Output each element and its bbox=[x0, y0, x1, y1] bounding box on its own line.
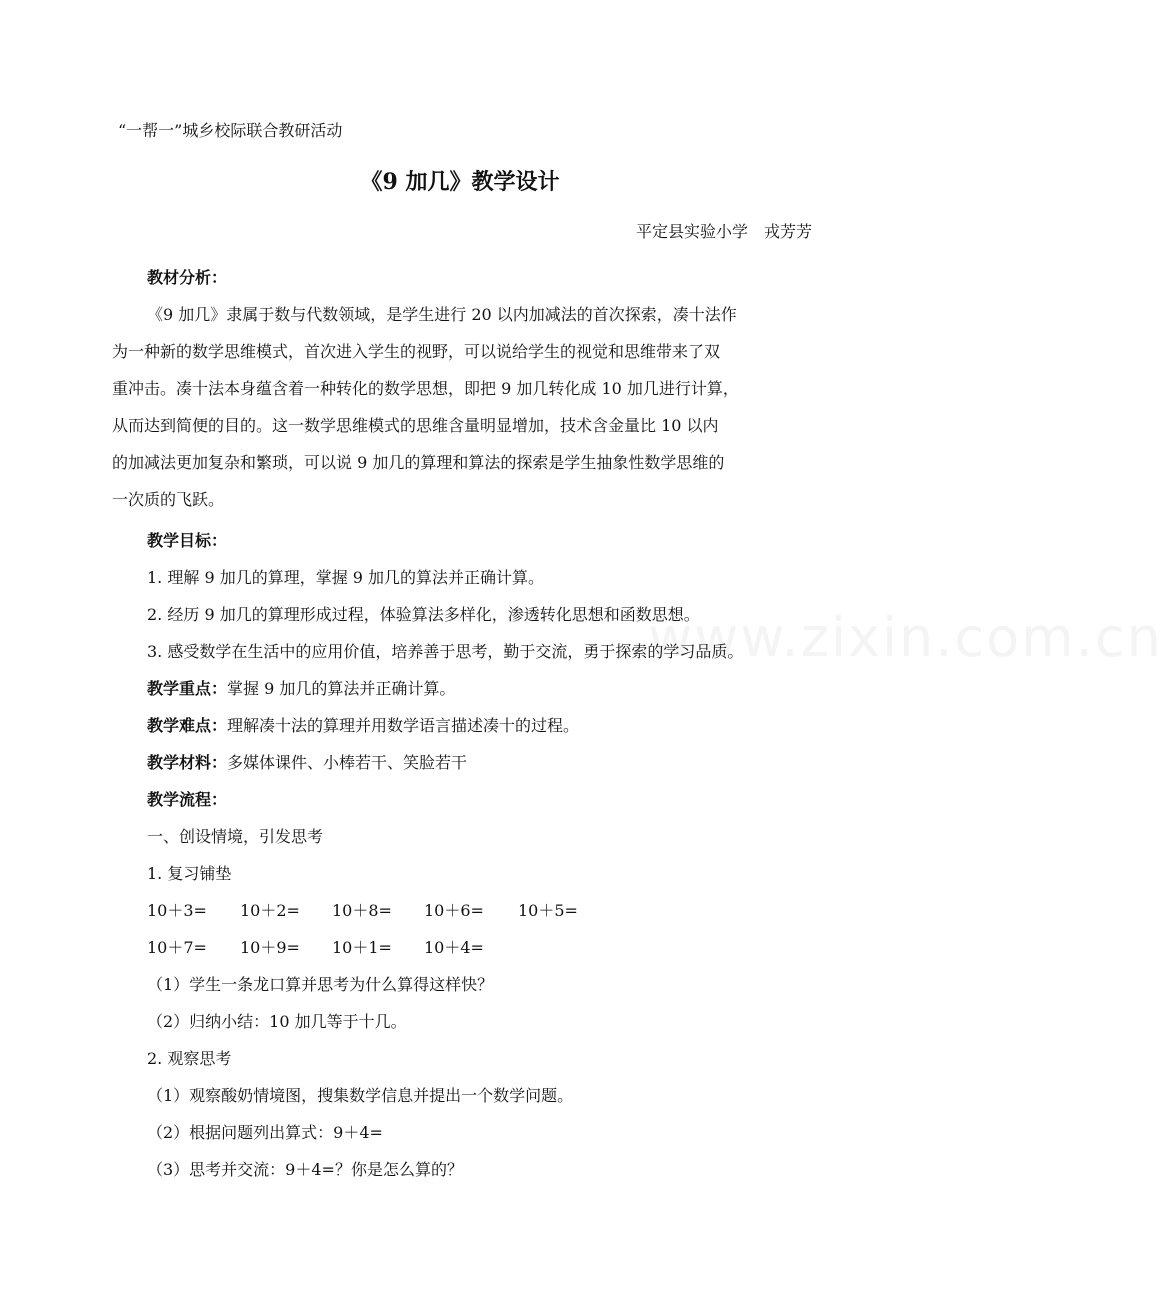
equation: 10＋3= bbox=[147, 901, 207, 920]
key-point-text: 掌握 9 加几的算法并正确计算。 bbox=[227, 679, 456, 698]
objective-item-1: 1. 理解 9 加几的算理，掌握 9 加几的算法并正确计算。 bbox=[147, 568, 545, 587]
observe-item-1: （1）观察酸奶情境图，搜集数学信息并提出一个数学问题。 bbox=[147, 1086, 574, 1105]
difficulty-text: 理解凑十法的算理并用数学语言描述凑十的过程。 bbox=[227, 716, 580, 735]
observe-heading: 2. 观察思考 bbox=[147, 1049, 232, 1068]
equation: 10＋2= bbox=[240, 901, 300, 920]
author-line: 平定县实验小学 戎芳芳 bbox=[635, 222, 812, 241]
materials-line bbox=[147, 752, 467, 774]
observe-item-3: （3）思考并交流：9＋4=？你是怎么算的？ bbox=[147, 1160, 463, 1179]
document-title: 《9 加几》教学设计 bbox=[360, 169, 560, 195]
equation: 10＋7= bbox=[147, 938, 207, 957]
watermark: www.zixin.com.cn bbox=[648, 606, 1163, 669]
objective-item-2: 2. 经历 9 加几的算理形成过程，体验算法多样化，渗透转化思想和函数思想。 bbox=[147, 605, 700, 624]
materials-label: 教学材料： bbox=[147, 753, 228, 772]
objective-item-3: 3. 感受数学在生活中的应用价值，培养善于思考，勤于交流，勇于探索的学习品质。 bbox=[147, 642, 744, 661]
equation: 10＋6= bbox=[424, 901, 484, 920]
review-item-2: （2）归纳小结：10 加几等于十几。 bbox=[147, 1012, 407, 1031]
objectives-heading: 教学目标： bbox=[147, 531, 228, 550]
difficulty-label: 教学难点： bbox=[147, 716, 228, 735]
analysis-line-6: 一次质的飞跃。 bbox=[112, 490, 225, 509]
equation: 10＋1= bbox=[332, 938, 392, 957]
equation: 10＋5= bbox=[518, 901, 578, 920]
equation: 10＋4= bbox=[424, 938, 484, 957]
equation: 10＋9= bbox=[240, 938, 300, 957]
analysis-line-5: 的加减法更加复杂和繁琐，可以说 9 加几的算理和算法的探索是学生抽象性数学思维的 bbox=[112, 453, 725, 472]
review-heading: 1. 复习铺垫 bbox=[147, 864, 232, 883]
process-heading: 教学流程： bbox=[147, 790, 228, 809]
materials-text: 多媒体课件、小棒若干、笑脸若干 bbox=[227, 753, 468, 772]
difficulty-line bbox=[147, 715, 579, 737]
section-1-heading: 一、创设情境，引发思考 bbox=[147, 827, 324, 846]
review-item-1: （1）学生一条龙口算并思考为什么算得这样快？ bbox=[147, 975, 494, 994]
key-point-label: 教学重点： bbox=[147, 679, 228, 698]
analysis-line-2: 为一种新的数学思维模式，首次进入学生的视野，可以说给学生的视觉和思维带来了双 bbox=[112, 342, 721, 361]
analysis-line-1: 《9 加几》隶属于数与代数领域，是学生进行 20 以内加减法的首次探索，凑十法作 bbox=[147, 305, 737, 324]
analysis-line-3: 重冲击。凑十法本身蕴含着一种转化的数学思想，即把 9 加几转化成 10 加几进行计算， bbox=[112, 379, 739, 398]
activity-header: “一帮一”城乡校际联合教研活动 bbox=[118, 121, 343, 140]
equation: 10＋8= bbox=[332, 901, 392, 920]
observe-item-2: （2）根据问题列出算式：9＋4= bbox=[147, 1123, 383, 1142]
key-point-line bbox=[147, 678, 455, 700]
analysis-line-4: 从而达到简便的目的。这一数学思维模式的思维含量明显增加，技术含金量比 10 以内 bbox=[112, 416, 719, 435]
analysis-heading: 教材分析： bbox=[147, 268, 228, 287]
